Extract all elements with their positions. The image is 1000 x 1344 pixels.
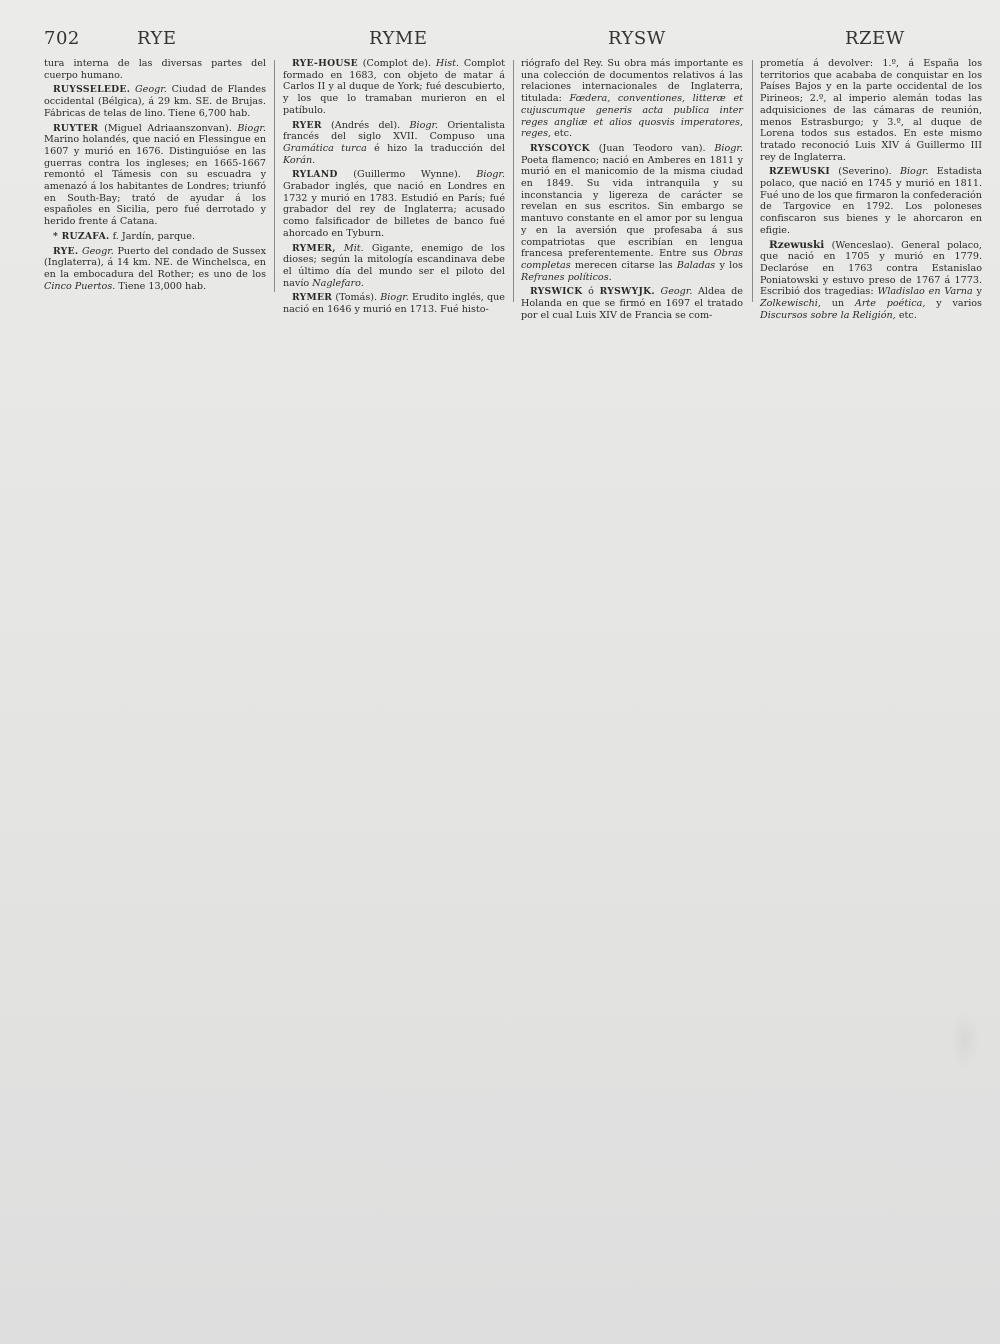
column-3 [521, 58, 743, 324]
entry-qualifier: (Miguel Adriaanszonvan). [104, 122, 232, 134]
entry-text: Ciudad de Flandes occidental (Bélgica), á 29 km. SE. de Brujas. Fábricas de telas de lino. Tiene 6,700 hab. [44, 84, 266, 119]
entry-text: prometía á devolver: 1.º, á España los territorios que acababa de conquistar en los Países Bajos y en la parte occidental de los Pirineos; 2.º, al imperio alemán todas las adquisiciones de las cámaras de reunión, menos Estrasburgo; y 3.º, al duque de Lorena todos sus estados. En este mismo tratado reconoció Luis XIV á Guillermo III rey de Inglaterra. [760, 58, 982, 163]
entry-italic: Zolkewischi, [760, 298, 821, 310]
dictionary-entry [521, 143, 743, 283]
column-2 [283, 58, 505, 319]
entry-abbreviation: Geogr. [135, 84, 167, 96]
entry-qualifier: ó [588, 286, 594, 298]
entry-abbreviation: Biogr. [409, 119, 439, 131]
entry-text: Orientalista francés del siglo XVII. Compuso una [283, 119, 505, 143]
entry-text: Tiene 13,000 hab. [118, 280, 207, 292]
entry-headword: RYE-HOUSE [292, 58, 358, 69]
entry-text: Erudito inglés, que nació en 1646 y murió en 1713. Fué histo- [283, 292, 505, 316]
entry-abbreviation: Biogr. [476, 169, 505, 181]
entry-headword: RUYSSELEDE. [53, 84, 131, 96]
column-rule [752, 60, 753, 302]
entry-text: etc. [898, 309, 917, 321]
entry-abbreviation: Mit. [343, 242, 364, 254]
dictionary-entry [760, 166, 982, 236]
entry-qualifier: (Juan Teodoro van). [598, 142, 706, 154]
dictionary-entry [283, 120, 505, 167]
column-4 [760, 58, 982, 324]
entry-headword: Rzewuski [769, 238, 825, 251]
entry-text: General polaco, que nació en 1705 y murió en 1779. Declaróse en 1763 contra Estanislao Poniatowski y estuvo preso de 1767 á 1773. Escribió dos tragedias: [760, 239, 982, 298]
dictionary-entry [760, 240, 982, 322]
column-rule [513, 60, 514, 302]
entry-qualifier: (Andrés del). [331, 119, 401, 131]
entry-headword: RZEWUSKI [769, 166, 830, 178]
entry-headword: RYSWICK [530, 286, 583, 298]
entry-italic: Naglefaro. [312, 277, 364, 289]
dictionary-entry [521, 286, 743, 321]
entry-abbreviation: Biogr. [899, 166, 929, 178]
running-head-col4: RZEW [845, 28, 905, 49]
entry-text: riógrafo del Rey. Su obra más importante es una colección de documentos relativos á las relaciones internacionales de Inglaterra, titulada: [521, 58, 743, 105]
entry-italic: Refranes políticos. [521, 271, 612, 283]
running-head-col3: RYSW [608, 28, 666, 49]
entry-text: etc. [554, 128, 573, 140]
dictionary-entry [760, 58, 982, 163]
page-number: 702 [44, 28, 80, 49]
entry-headword: RYMER, [292, 242, 336, 254]
entry-text: y varios [936, 298, 982, 310]
dictionary-entry [283, 243, 505, 290]
entry-abbreviation: Geogr. [81, 245, 114, 257]
entry-text: Estadista polaco, que nació en 1745 y murió en 1811. Fué uno de los que firmaron la confederación de Targovice en 1792. Los poloneses confiscaron sus bienes y le ahorcaron en efigie. [760, 166, 982, 236]
entry-italic: Arte poética, [854, 298, 926, 310]
entry-text: Aldea de Holanda en que se firmó en 1697 el tratado por el cual Luis XIV de Francia se com- [521, 286, 743, 321]
entry-text: un [831, 298, 845, 310]
entry-headword: RYSWYJK. [599, 286, 655, 298]
entry-italic: Discursos sobre la Religión, [760, 309, 896, 321]
entry-italic: Korán. [283, 154, 316, 166]
page-header [0, 28, 1000, 54]
running-head-col1: RYE [137, 28, 177, 49]
entry-text: Grabador inglés, que nació en Londres en 1732 y murió en 1783. Estudió en París; fué grabador del rey de Inglaterra; acusado como falsificador de billetes de banco fué ahorcado en Tyburn. [283, 181, 505, 239]
dictionary-entry [44, 123, 266, 228]
dictionary-entry [283, 58, 505, 117]
entry-headword: RUYTER [53, 122, 99, 134]
entry-text: Puerto del condado de Sussex (Inglaterra), á 14 km. NE. de Winchelsca, en en la embocadura del Rother; es uno de los [44, 245, 266, 280]
column-rule [274, 60, 275, 292]
entry-headword: * RUZAFA. [53, 230, 110, 242]
entry-qualifier: (Severino). [838, 166, 892, 178]
entry-italic: Gramática turca [283, 142, 367, 154]
entry-italic: Obras completas [521, 248, 743, 271]
dictionary-entry [44, 84, 266, 119]
dictionary-entry [521, 58, 743, 140]
entry-text: Complot formado en 1683, con objeto de matar á Carlos II y al duque de York; fué descubierto, y los que lo tramaban murieron en el patíbulo. [283, 58, 505, 116]
entry-qualifier: (Tomás). [335, 292, 378, 304]
column-1 [44, 58, 266, 295]
entry-italic: Fœdera, conventiones, litteræ et cujuscumque generis acta publica inter reges angliæ et alios quosvis imperatores, reges, [521, 93, 743, 140]
entry-italic: Wladislao en Varna [877, 286, 973, 298]
entry-text: é hizo la traducción del [374, 142, 505, 154]
entry-abbreviation: Biogr. [237, 122, 266, 134]
dictionary-entry [44, 58, 266, 81]
running-head-col2: RYME [369, 28, 428, 49]
entry-abbreviation: Geogr. [660, 286, 693, 298]
entry-text: f. Jardín, parque. [112, 230, 196, 242]
dictionary-entry [44, 231, 266, 243]
entry-abbreviation: Hist. [435, 58, 460, 69]
entry-headword: RYER [292, 119, 322, 131]
entry-headword: RYMER [292, 292, 333, 304]
entry-headword: RYE. [53, 245, 79, 257]
entry-text: Marino holandés, que nació en Flessingue en 1607 y murió en 1676. Distinguióse en las guerras contra los ingleses; en 1665-1667 remontó el Támesis con su escuadra y amenazó á los habitantes de Londres; triunfó en South-Bay; trató de ayudar á los españoles en Sicilia, pero fué derrotado y herido frente á Catana. [44, 134, 266, 228]
dictionary-entry [283, 292, 505, 315]
entry-italic: Baladas [676, 259, 716, 271]
entry-qualifier: (Wenceslao). [831, 239, 894, 251]
entry-text: y los [719, 259, 743, 271]
entry-italic: Cinco Puertos. [44, 280, 116, 292]
entry-abbreviation: Biogr. [380, 292, 409, 304]
dictionary-entry [283, 169, 505, 239]
entry-qualifier: (Guillermo Wynne). [353, 169, 461, 181]
entry-text: y [976, 286, 982, 298]
dictionary-entry [44, 246, 266, 293]
entry-qualifier: (Complot de). [362, 58, 431, 69]
paper-stain [950, 1010, 980, 1070]
entry-text: merecen citarse las [574, 259, 673, 271]
entry-text: Poeta flamenco; nació en Amberes en 1811 y murió en el manicomio de la misma ciudad en 1849. Su vida intranquila y su inconstancia y ligereza de carácter se revelan en sus escritos. Sin embargo se mantuvo constante en el amor por su lengua y en la aversión que profesaba á sus compatriotas que escribían en lengua francesa preferentemente. Entre sus [521, 154, 743, 260]
entry-headword: RYLAND [292, 169, 338, 181]
entry-abbreviation: Biogr. [714, 142, 743, 154]
entry-headword: RYSCOYCK [530, 142, 590, 154]
entry-text: tura interna de las diversas partes del cuerpo humano. [44, 58, 266, 81]
entry-text: Gigante, enemigo de los dioses; según la mitología escandinava debe el último día del mundo ser el piloto del navío [283, 242, 505, 289]
